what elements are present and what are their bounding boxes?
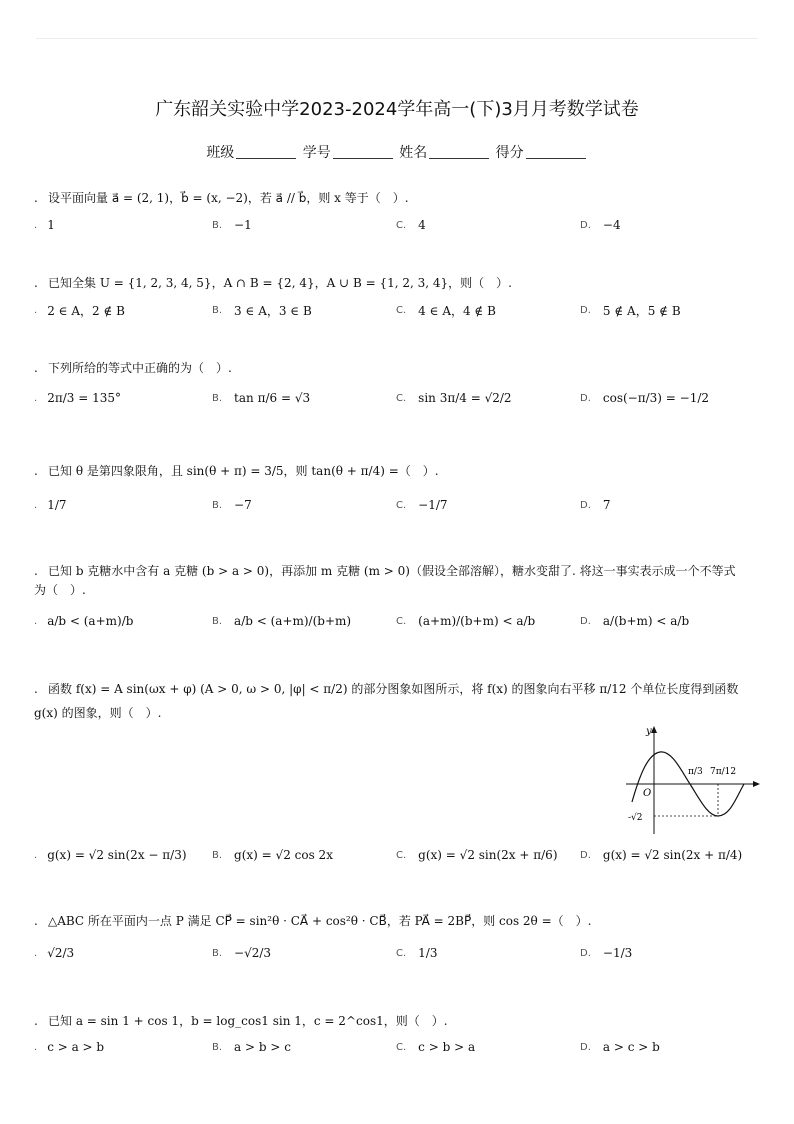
option-d[interactable]: [580, 490, 611, 520]
option-b[interactable]: [212, 210, 252, 240]
sine-graph-figure: [626, 724, 760, 836]
option-label: B.: [212, 499, 223, 511]
option-c[interactable]: [396, 490, 448, 520]
option-label: .: [34, 1041, 38, 1053]
option-text: 4 ∈ A，4 ∉ B: [418, 303, 496, 318]
option-b[interactable]: [212, 490, 252, 520]
number-blank[interactable]: [333, 158, 393, 159]
option-c[interactable]: [396, 1032, 475, 1062]
option-text: 7: [602, 498, 611, 512]
option-c[interactable]: [396, 938, 437, 968]
origin-label: O: [643, 788, 652, 799]
question-8-options: [34, 1032, 774, 1062]
tick-pi-over-3: π/3: [688, 767, 703, 777]
option-text: 1/3: [418, 946, 438, 960]
option-d[interactable]: [580, 1032, 660, 1062]
option-label: B.: [212, 615, 223, 627]
option-text: a > b > c: [234, 1040, 291, 1054]
option-a[interactable]: [34, 490, 67, 520]
option-text: cos(−π/3) = −1/2: [602, 391, 710, 405]
y-axis-arrow: [651, 726, 657, 733]
option-label: D.: [580, 849, 591, 861]
option-label: .: [34, 499, 38, 511]
option-text: −7: [234, 498, 252, 512]
question-6-stem-cont: [34, 704, 161, 721]
option-label: D.: [580, 615, 591, 627]
option-c[interactable]: [396, 210, 426, 240]
option-a[interactable]: [34, 383, 121, 413]
option-a[interactable]: [34, 295, 125, 325]
option-label: .: [34, 947, 38, 959]
option-text: −1/3: [602, 946, 633, 960]
option-text: −1/7: [418, 498, 448, 512]
option-d[interactable]: [580, 840, 742, 870]
option-a[interactable]: [34, 840, 187, 870]
question-text: g(x) 的图象，则（ ）.: [34, 706, 162, 720]
option-b[interactable]: [212, 295, 312, 325]
option-label: B.: [212, 219, 223, 231]
question-5-stem: . 已知 b 克糖水中含有 a 克糖 (b > a > 0)，再添加 m 克糖 (m > 0)（假设全部溶解），糖水变甜了. 将这一事实表示成一个不等式: [34, 564, 736, 578]
question-text: 已知全集 U = {1, 2, 3, 4, 5}，A ∩ B = {2, 4}，A ∪ B = {1, 2, 3, 4}，则（ ）.: [48, 276, 512, 290]
option-text: tan π/6 = √3: [234, 391, 311, 405]
option-label: B.: [212, 1041, 223, 1053]
option-a[interactable]: [34, 210, 55, 240]
option-text: 4: [418, 218, 426, 232]
option-label: B.: [212, 849, 223, 861]
option-d[interactable]: [580, 210, 621, 240]
option-a[interactable]: [34, 1032, 104, 1062]
tick-7pi-over-12: 7π/12: [710, 767, 737, 777]
option-c[interactable]: [396, 383, 512, 413]
option-text: a > c > b: [602, 1040, 660, 1054]
score-label: 得分: [495, 145, 524, 161]
question-1-options: [34, 210, 774, 240]
y-label: y: [646, 726, 652, 737]
option-label: C.: [396, 947, 407, 959]
option-label: C.: [396, 499, 407, 511]
option-label: D.: [580, 219, 591, 231]
page-title: 广东韶关实验中学2023-2024学年高一(下)3月月考数学试卷: [155, 99, 639, 120]
option-d[interactable]: [580, 383, 709, 413]
question-7-stem: . △ABC 所在平面内一点 P 满足 CP⃗ = sin²θ · CA⃗ + cos²θ · CB⃗，若 PA⃗ = 2BP⃗，则 cos 2θ =（ ）.: [34, 914, 592, 928]
question-text: 已知 b 克糖水中含有 a 克糖 (b > a > 0)，再添加 m 克糖 (m > 0)（假设全部溶解），糖水变甜了. 将这一事实表示成一个不等式: [48, 564, 736, 578]
number-label: 学号: [302, 145, 331, 161]
option-label: D.: [580, 1041, 591, 1053]
option-b[interactable]: [212, 1032, 291, 1062]
option-label: .: [34, 304, 38, 316]
question-text: △ABC 所在平面内一点 P 满足 CP⃗ = sin²θ · CA⃗ + cos²θ · CB⃗，若 PA⃗ = 2BP⃗，则 cos 2θ =（ ）.: [48, 914, 592, 928]
question-6-options: [34, 840, 774, 870]
option-d[interactable]: [580, 938, 632, 968]
option-text: −√2/3: [234, 946, 272, 960]
tick-minus-sqrt2: -√2: [628, 813, 643, 823]
option-label: C.: [396, 219, 407, 231]
question-text: 已知 θ 是第四象限角，且 sin(θ + π) = 3/5，则 tan(θ + π/4) =（ ）.: [48, 464, 439, 478]
question-text: 为（ ）.: [34, 583, 86, 597]
option-d[interactable]: [580, 295, 681, 325]
student-info-line: [0, 142, 794, 162]
question-4-stem: . 已知 θ 是第四象限角，且 sin(θ + π) = 3/5，则 tan(θ + π/4) =（ ）.: [34, 464, 439, 478]
option-label: B.: [212, 392, 223, 404]
option-text: g(x) = √2 sin(2x + π/6): [418, 848, 558, 862]
option-label: D.: [580, 392, 591, 404]
option-c[interactable]: [396, 840, 558, 870]
option-text: −1: [234, 218, 252, 232]
option-text: (a+m)/(b+m) < a/b: [418, 614, 536, 628]
option-c[interactable]: [396, 295, 496, 325]
option-text: 1/7: [47, 498, 67, 512]
question-8-stem: . 已知 a = sin 1 + cos 1，b = log_cos1 sin 1，c = 2^cos1，则（ ）.: [34, 1014, 448, 1028]
question-2-options: [34, 295, 774, 325]
option-text: 5 ∉ A，5 ∉ B: [602, 303, 681, 318]
question-6-stem: . 函数 f(x) = A sin(ωx + φ) (A > 0, ω > 0, |φ| < π/2) 的部分图象如图所示，将 f(x) 的图象向右平移 π/12 个单位长度得到函数: [34, 682, 739, 696]
option-label: C.: [396, 849, 407, 861]
option-text: a/b < (a+m)/b: [47, 614, 134, 628]
option-text: 3 ∈ A，3 ∈ B: [234, 303, 312, 318]
option-b[interactable]: [212, 606, 351, 636]
question-2-stem: . 已知全集 U = {1, 2, 3, 4, 5}，A ∩ B = {2, 4}，A ∪ B = {1, 2, 3, 4}，则（ ）.: [34, 276, 512, 290]
question-text: 下列所给的等式中正确的为（ ）.: [48, 361, 232, 375]
option-b[interactable]: [212, 383, 310, 413]
option-label: D.: [580, 499, 591, 511]
option-text: c > b > a: [418, 1040, 476, 1054]
top-divider: [36, 38, 758, 39]
question-5-stem-cont: [34, 581, 86, 598]
option-label: B.: [212, 947, 223, 959]
option-label: D.: [580, 304, 591, 316]
option-text: g(x) = √2 cos 2x: [234, 848, 333, 862]
option-text: g(x) = √2 sin(2x − π/3): [47, 848, 187, 862]
question-text: 已知 a = sin 1 + cos 1，b = log_cos1 sin 1，c = 2^cos1，则（ ）.: [48, 1014, 448, 1028]
question-7-options: [34, 938, 774, 968]
option-label: .: [34, 849, 38, 861]
question-text: 设平面向量 a⃗ = (2, 1)，b⃗ = (x, −2)，若 a⃗ // b⃗，则 x 等于（ ）.: [48, 191, 409, 205]
x-axis-arrow: [753, 781, 760, 787]
option-text: √2/3: [47, 946, 75, 960]
option-b[interactable]: [212, 938, 271, 968]
question-3-options: [34, 383, 774, 413]
option-a[interactable]: [34, 606, 133, 636]
option-text: 2π/3 = 135°: [47, 391, 121, 405]
option-text: 2 ∈ A，2 ∉ B: [47, 303, 125, 318]
option-text: g(x) = √2 sin(2x + π/4): [602, 848, 743, 862]
question-5-options: [34, 606, 774, 636]
name-blank[interactable]: [429, 158, 489, 159]
class-label: 班级: [206, 145, 235, 161]
option-text: 1: [47, 218, 55, 232]
option-label: C.: [396, 392, 407, 404]
option-label: .: [34, 392, 38, 404]
option-label: C.: [396, 1041, 407, 1053]
option-text: c > a > b: [47, 1040, 105, 1054]
option-text: −4: [602, 218, 621, 232]
option-d[interactable]: [580, 606, 689, 636]
option-label: C.: [396, 304, 407, 316]
class-blank[interactable]: [236, 158, 296, 159]
question-4-options: [34, 490, 774, 520]
question-1-stem: . 设平面向量 a⃗ = (2, 1)，b⃗ = (x, −2)，若 a⃗ // b⃗，则 x 等于（ ）.: [34, 191, 409, 205]
option-label: C.: [396, 615, 407, 627]
option-a[interactable]: [34, 938, 74, 968]
score-blank[interactable]: [526, 158, 586, 159]
question-text: 函数 f(x) = A sin(ωx + φ) (A > 0, ω > 0, |φ| < π/2) 的部分图象如图所示，将 f(x) 的图象向右平移 π/12 个单位长度得到函数: [48, 682, 739, 696]
option-text: a/b < (a+m)/(b+m): [234, 614, 352, 628]
option-label: B.: [212, 304, 223, 316]
name-label: 姓名: [399, 145, 428, 161]
option-text: sin 3π/4 = √2/2: [418, 391, 512, 405]
option-b[interactable]: [212, 840, 333, 870]
option-label: .: [34, 615, 38, 627]
question-3-stem: . 下列所给的等式中正确的为（ ）.: [34, 361, 232, 375]
option-c[interactable]: [396, 606, 535, 636]
option-text: a/(b+m) < a/b: [602, 614, 690, 628]
option-label: D.: [580, 947, 591, 959]
option-label: .: [34, 219, 38, 231]
